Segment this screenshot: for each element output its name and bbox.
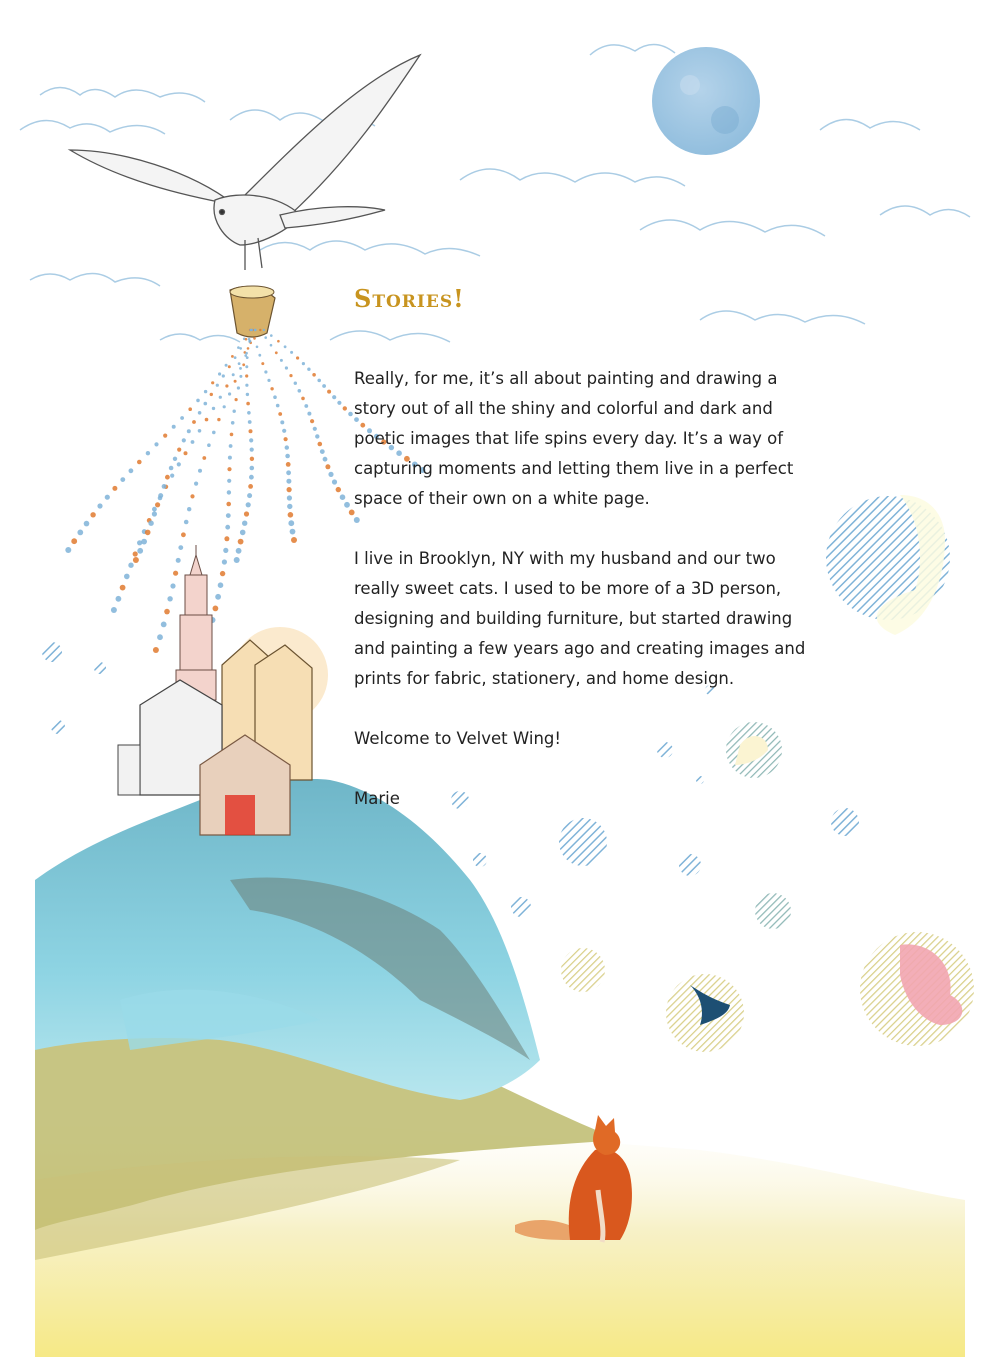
hawk-icon	[70, 55, 420, 270]
moon-icon	[652, 47, 760, 155]
story-paragraph: Really, for me, it’s all about painting and drawing a story out of all the shiny and colorful and dark and poetic images that life spins every day. It’s a way of capturing moments and letting them live in a perfect space of their own on a white page.	[354, 369, 794, 508]
welcome-line: Welcome to Velvet Wing!	[354, 729, 561, 748]
signature-name: Marie	[354, 789, 400, 808]
church-steeple-icon	[176, 545, 216, 700]
story-paragraph: I live in Brooklyn, NY with my husband and our two really sweet cats. I used to be more of a 3D person, designing and building furniture, but started drawing and painting a few years ago and creating images and prints for fabric, stationery, and home design.	[354, 549, 806, 688]
story-text	[354, 284, 824, 844]
page-title: Stories!	[354, 284, 465, 313]
